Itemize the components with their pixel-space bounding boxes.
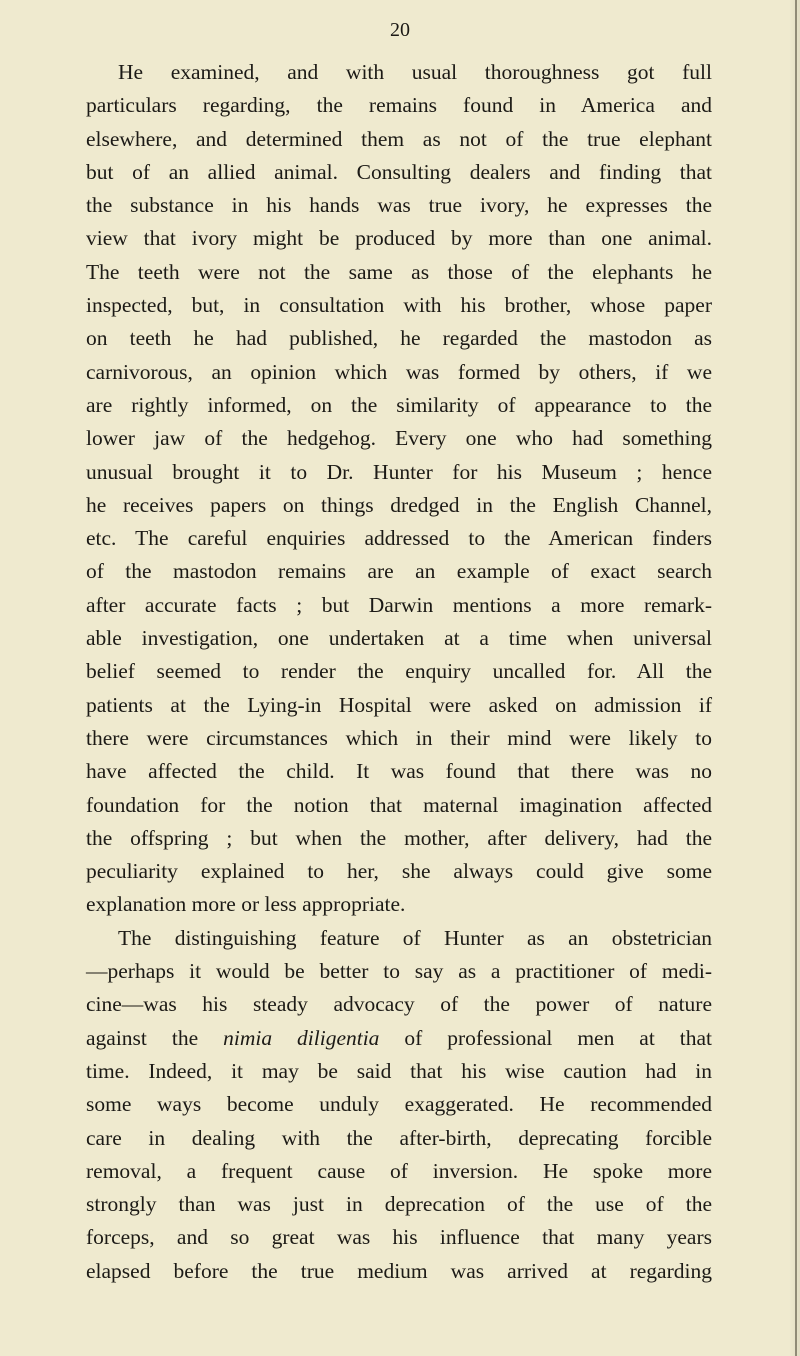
text-line: he receives papers on things dredged in the English Channel,: [86, 492, 712, 517]
page-edge-line: [795, 0, 797, 1356]
text-line: The distinguishing feature of Hunter as an obstetrician: [118, 925, 712, 950]
text-fragment: of professional men at that: [404, 1025, 713, 1050]
text-line: forceps, and so great was his influence that many years: [86, 1225, 712, 1250]
text-line: time. Indeed, it may be said that his wise caution had in: [86, 1058, 712, 1083]
text-line: patients at the Lying-in Hospital were asked on admission if: [86, 692, 712, 717]
text-line: foundation for the notion that maternal imagination affected: [86, 792, 712, 817]
page-number: 20: [390, 19, 410, 41]
text-line: cine—was his steady advocacy of the power of nature: [86, 992, 712, 1017]
text-line-with-italic: [86, 1022, 712, 1055]
text-line: elsewhere, and determined them as not of the true elephant: [86, 126, 712, 151]
text-line: after accurate facts ; but Darwin mentions a more remark-: [86, 592, 712, 617]
text-line: elapsed before the true medium was arrived at regarding: [86, 1258, 712, 1283]
text-line: of the mastodon remains are an example of exact search: [86, 559, 712, 584]
text-line: —perhaps it would be better to say as a practitioner of medi-: [86, 959, 712, 984]
text-line: etc. The careful enquiries addressed to the American finders: [86, 526, 712, 551]
text-line: peculiarity explained to her, she always could give some: [86, 859, 712, 884]
text-line: there were circumstances which in their mind were likely to: [86, 725, 712, 750]
text-line: particulars regarding, the remains found in America and: [86, 93, 712, 118]
text-line: the substance in his hands was true ivory, he expresses the: [86, 193, 712, 218]
text-line: inspected, but, in consultation with his brother, whose paper: [86, 293, 712, 318]
text-line: on teeth he had published, he regarded the mastodon as: [86, 326, 712, 351]
text-line: are rightly informed, on the similarity of appearance to the: [86, 392, 712, 417]
text-line: He examined, and with usual thoroughness got full: [118, 60, 712, 84]
text-line: carnivorous, an opinion which was formed by others, if we: [86, 359, 712, 384]
text-line: some ways become unduly exaggerated. He recommended: [86, 1092, 712, 1117]
paragraph-last-line: explanation more or less appropriate.: [86, 892, 406, 917]
text-line: but of an allied animal. Consulting dealers and finding that: [86, 159, 712, 184]
text-line: the offspring ; but when the mother, after delivery, had the: [86, 825, 712, 850]
text-line: view that ivory might be produced by more than one animal.: [86, 226, 712, 251]
text-line: The teeth were not the same as those of the elephants he: [86, 259, 712, 284]
text-line: removal, a frequent cause of inversion. He spoke more: [86, 1158, 712, 1183]
text-line: care in dealing with the after-birth, deprecating forcible: [86, 1125, 712, 1150]
text-line: unusual brought it to Dr. Hunter for his Museum ; hence: [86, 459, 712, 484]
body-text: [86, 56, 712, 1288]
text-line: lower jaw of the hedgehog. Every one who had something: [86, 426, 712, 451]
text-line: have affected the child. It was found that there was no: [86, 759, 712, 784]
text-line: strongly than was just in deprecation of the use of the: [86, 1192, 712, 1217]
text-line: belief seemed to render the enquiry uncalled for. All the: [86, 659, 712, 684]
italic-latin-phrase: nimia diligentia: [223, 1025, 380, 1050]
text-line: able investigation, one undertaken at a time when universal: [86, 626, 712, 651]
text-fragment: against the: [86, 1025, 199, 1050]
